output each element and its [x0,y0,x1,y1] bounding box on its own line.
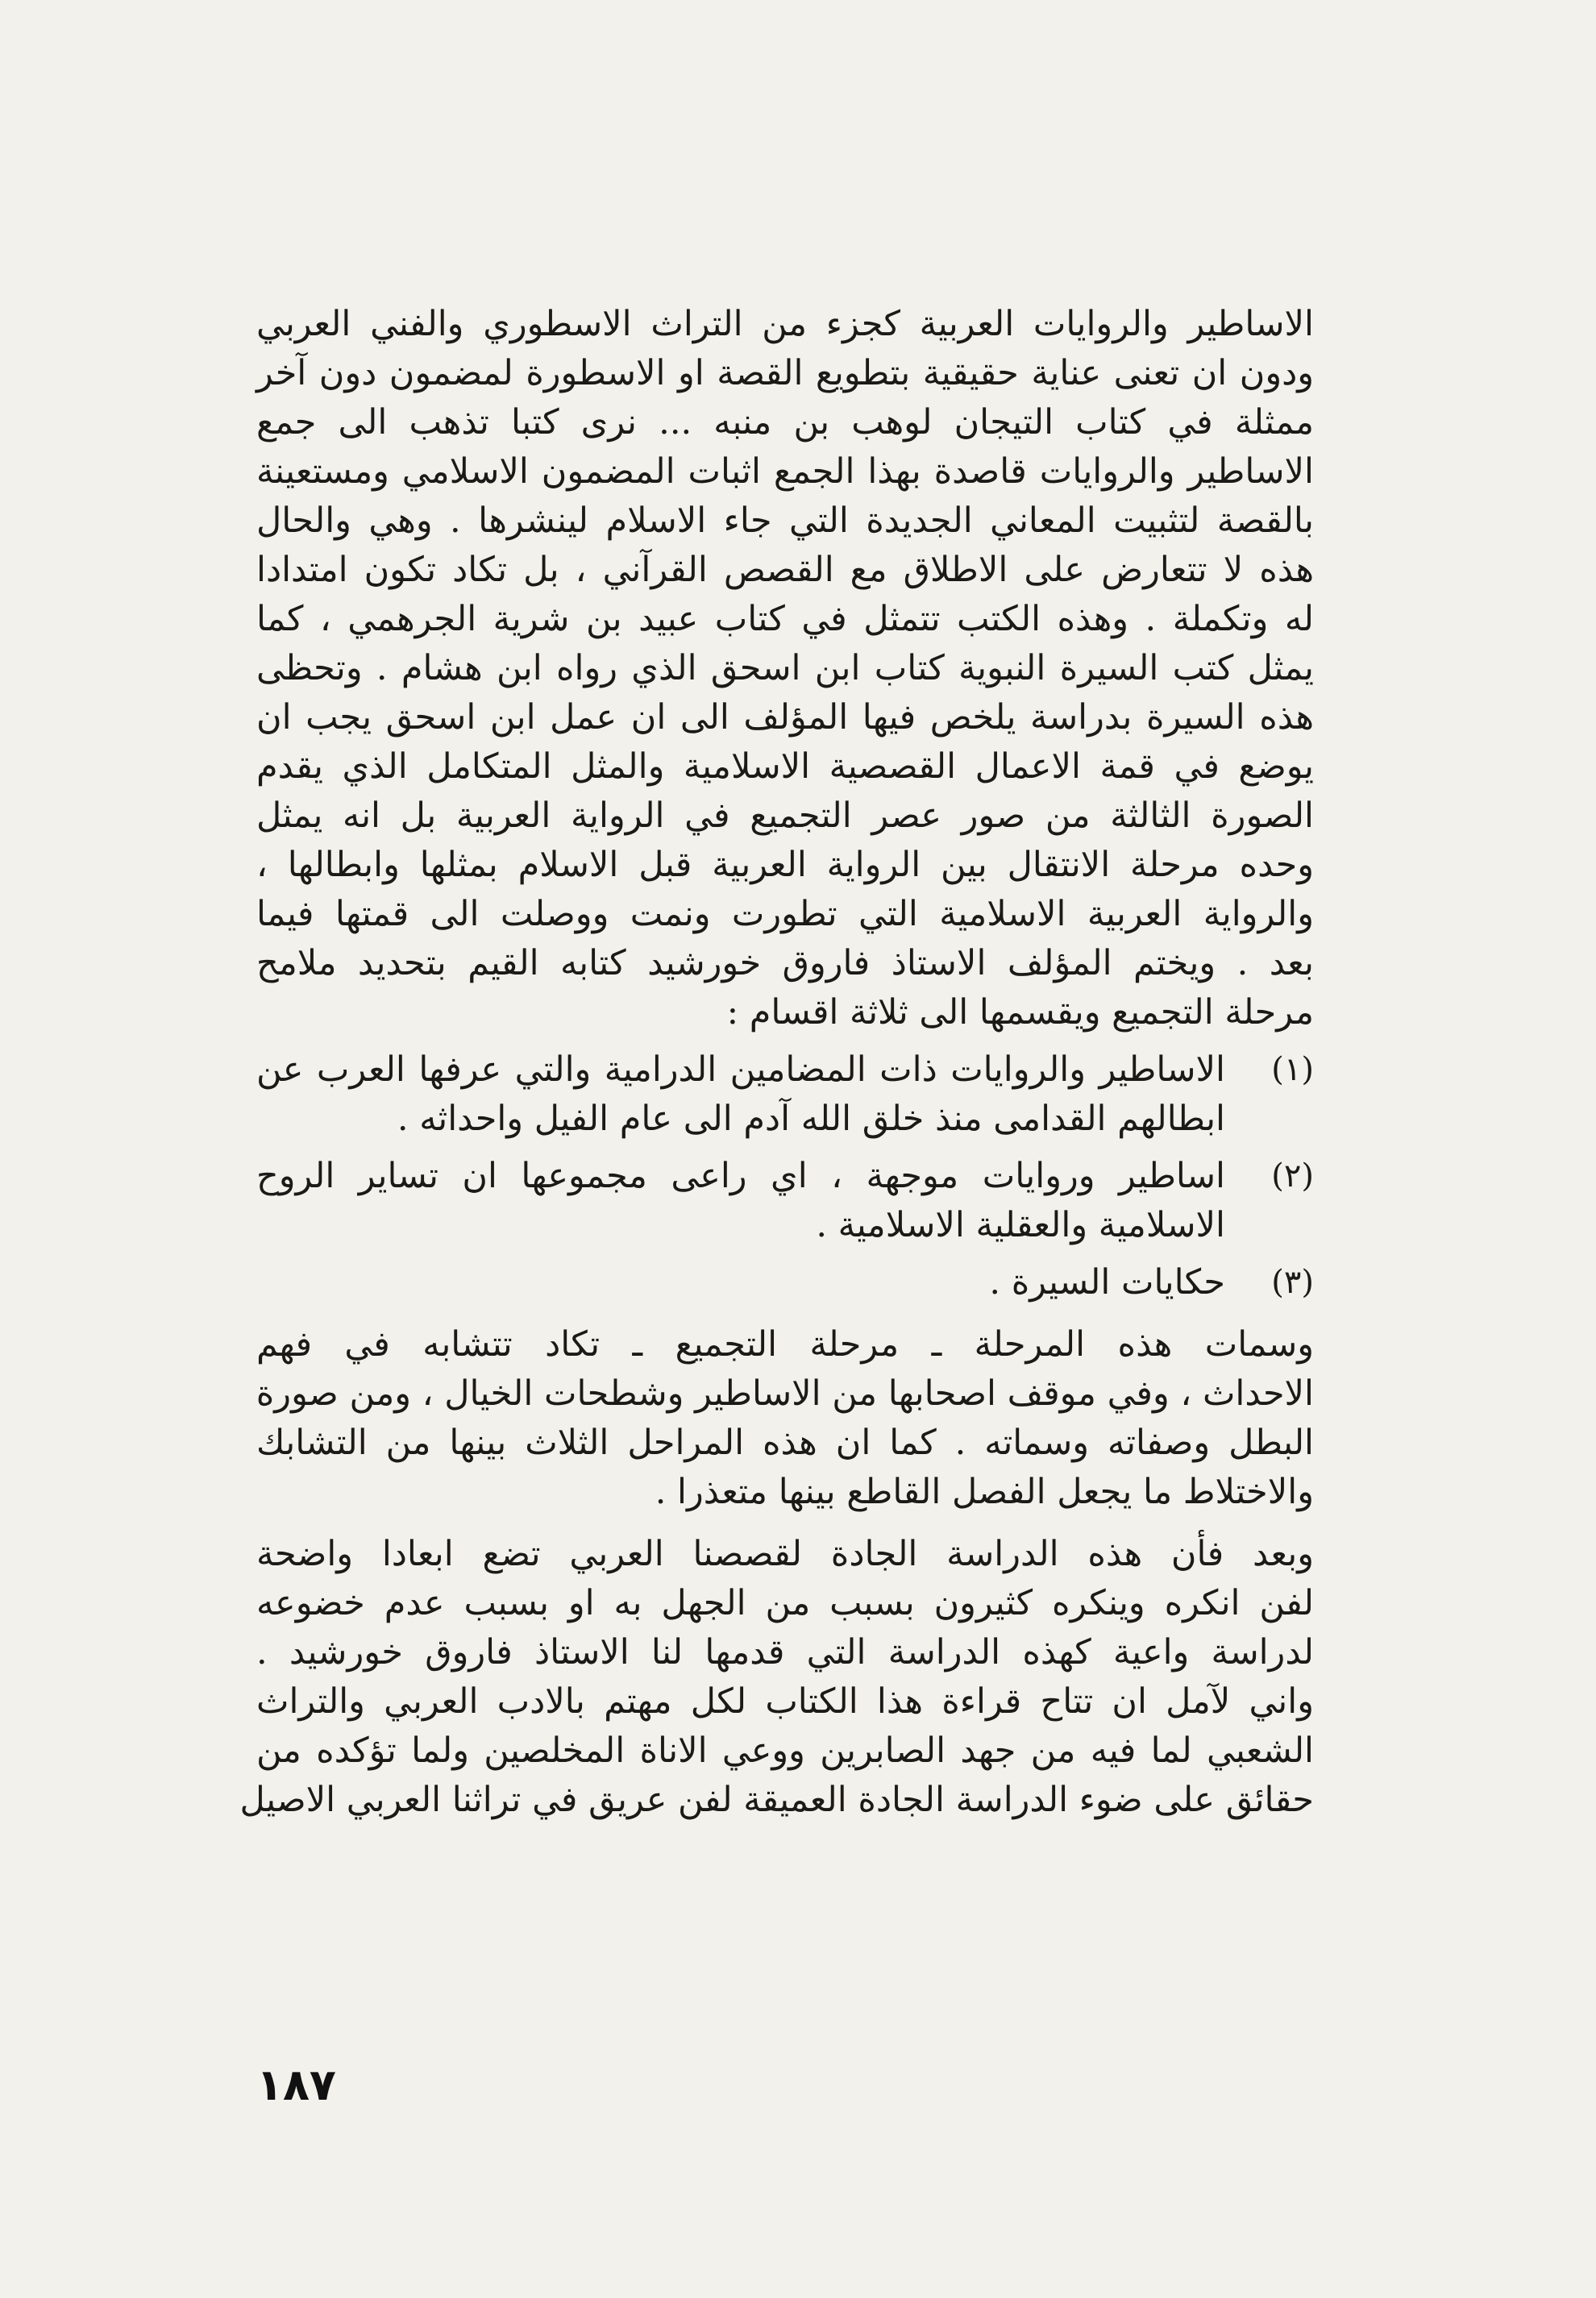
text-line: الاحداث ، وفي موقف اصحابها من الاساطير وشطحات الخيال ، ومن صورة [256,1373,1314,1414]
text-line: الاساطير والروايات قاصدة بهذا الجمع اثبات المضمون الاسلامي ومستعينة [256,451,1314,492]
list-number: (٢) [1271,1157,1314,1195]
text-line: واني لآمل ان تتاح قراءة هذا الكتاب لكل مهتم بالادب العربي والتراث [256,1681,1314,1722]
text-line: والرواية العربية الاسلامية التي تطورت ونمت ووصلت الى قمتها فيما [256,894,1314,934]
text-line: اساطير وروايات موجهة ، اي راعى مجموعها ان تساير الروح [256,1156,1225,1196]
text-line: والاختلاط ما يجعل الفصل القاطع بينها متعذرا . [655,1472,1314,1512]
text-line: يوضع في قمة الاعمال القصصية الاسلامية والمثل المتكامل الذي يقدم [256,746,1314,787]
text-line: حقائق على ضوء الدراسة الجادة العميقة لفن عريق في تراثنا العربي الاصيل [239,1780,1314,1820]
paragraph-conclusion [239,1530,1314,1825]
text-line: وسمات هذه المرحلة ـ مرحلة التجميع ـ تكاد تتشابه في فهم [256,1324,1314,1365]
text-line: وبعد فأن هذه الدراسة الجادة لقصصنا العربي تضع ابعادا واضحة [256,1534,1314,1574]
text-line: الاساطير والروايات العربية كجزء من التراث الاسطوري والفني العربي [256,304,1314,344]
list-item [256,1258,1314,1307]
text-line: ابطالهم القدامى منذ خلق الله آدم الى عام الفيل واحداثه . [397,1099,1225,1139]
text-line: الشعبي لما فيه من جهد الصابرين ووعي الاناة المخلصين ولما تؤكده من [256,1731,1314,1771]
page-text-block [239,300,1314,1825]
text-line: بعد . ويختم المؤلف الاستاذ فاروق خورشيد كتابه القيم بتحديد ملامح [256,943,1314,983]
text-line: له وتكملة . وهذه الكتب تتمثل في كتاب عبيد بن شرية الجرهمي ، كما [256,599,1314,639]
list-item [256,1045,1314,1144]
text-line: وحده مرحلة الانتقال بين الرواية العربية قبل الاسلام بمثلها وابطالها ، [256,845,1314,885]
list-number: (٣) [1271,1264,1314,1301]
text-line: ودون ان تعنى عناية حقيقية بتطويع القصة او الاسطورة لمضمون دون آخر [256,353,1314,393]
list-item-body [256,1152,1225,1250]
page-number: ١٨٧ [256,2059,336,2110]
text-line: لدراسة واعية كهذه الدراسة التي قدمها لنا الاستاذ فاروق خورشيد . [256,1632,1314,1673]
list-item-body [256,1045,1225,1144]
text-line: ممثلة في كتاب التيجان لوهب بن منبه ... نرى كتبا تذهب الى جمع [256,402,1314,443]
text-line: مرحلة التجميع ويقسمها الى ثلاثة اقسام : [726,992,1314,1033]
text-line: هذه لا تتعارض على الاطلاق مع القصص القرآني ، بل تكاد تكون امتدادا [256,550,1314,590]
list-item-body [256,1258,1225,1307]
list-number: (١) [1271,1051,1314,1088]
paragraph-characteristics [256,1320,1314,1517]
paragraph-spacer [256,1307,1314,1320]
text-line: لفن انكره وينكره كثيرون بسبب من الجهل به او بسبب عدم خضوعه [256,1583,1314,1623]
text-line: بالقصة لتثبيت المعاني الجديدة التي جاء الاسلام لينشرها . وهي والحال [256,501,1314,541]
text-line: الاساطير والروايات ذات المضامين الدرامية والتي عرفها العرب عن [256,1049,1225,1090]
text-line: هذه السيرة بدراسة يلخص فيها المؤلف الى ان عمل ابن اسحق يجب ان [256,697,1314,738]
paragraph-intro [256,300,1314,1037]
list-item [256,1152,1314,1250]
text-line: الاسلامية والعقلية الاسلامية . [816,1205,1225,1245]
text-line: حكايات السيرة . [989,1262,1225,1303]
text-line: يمثل كتب السيرة النبوية كتاب ابن اسحق الذي رواه ابن هشام . وتحظى [256,648,1314,688]
text-line: الصورة الثالثة من صور عصر التجميع في الرواية العربية بل انه يمثل [256,796,1314,836]
text-line: البطل وصفاته وسماته . كما ان هذه المراحل الثلاث بينها من التشابك [256,1423,1314,1463]
paragraph-spacer [256,1517,1314,1530]
